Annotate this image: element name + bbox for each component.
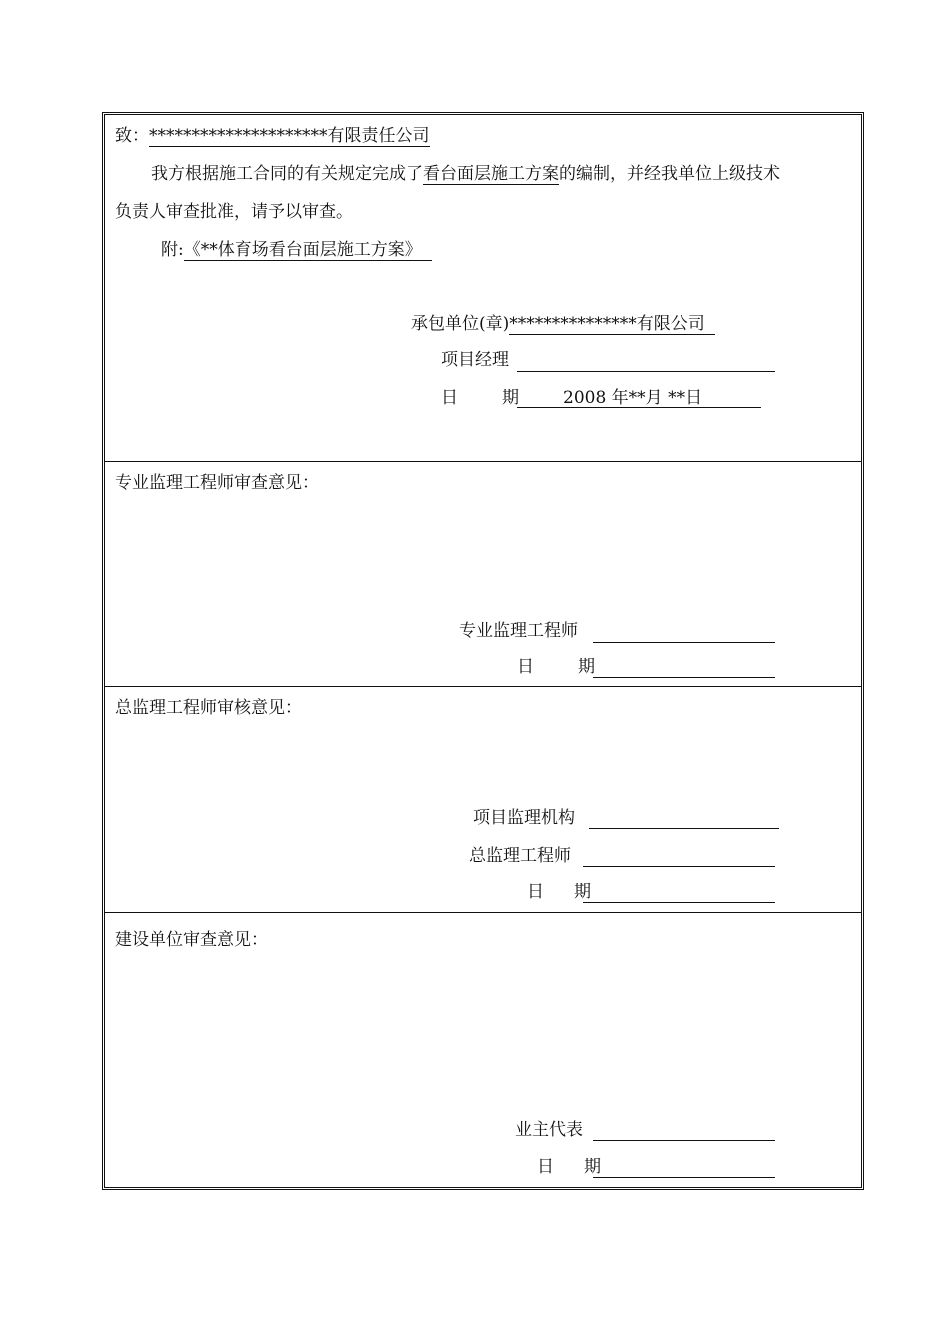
manager-signature-line[interactable] — [517, 371, 775, 372]
body-text-c: 负责人审查批准，请予以审查。 — [115, 202, 353, 222]
approval-form — [102, 112, 864, 1190]
addressee-company: *********************有限责任公司 — [149, 126, 430, 146]
owner-representative-label: 业主代表 — [515, 1120, 583, 1140]
attachment-line — [161, 239, 432, 261]
chief-engineer-signature-line[interactable] — [583, 866, 775, 867]
submission-date-line — [517, 407, 761, 408]
owner-review-section — [105, 913, 861, 1187]
submission-date-label: 日 期 — [441, 388, 519, 408]
contractor-name: ***************有限公司 — [509, 314, 715, 335]
specialist-review-heading: 专业监理工程师审查意见： — [115, 473, 319, 493]
supervision-org-label: 项目监理机构 — [473, 808, 575, 828]
contractor-label: 承包单位(章) — [411, 314, 510, 334]
manager-label: 项目经理 — [441, 350, 509, 370]
attachment-title: 《**体育场看台面层施工方案》 — [184, 240, 432, 261]
specialist-review-section — [105, 462, 861, 686]
plan-name: 看台面层施工方案 — [423, 164, 559, 184]
body-line-2 — [115, 201, 353, 223]
owner-representative-signature-line[interactable] — [593, 1140, 775, 1141]
chief-engineer-label: 总监理工程师 — [469, 846, 571, 866]
contractor-line — [411, 313, 715, 335]
supervision-org-signature-line[interactable] — [589, 828, 779, 829]
specialist-date-label: 日 期 — [517, 657, 595, 677]
owner-date-line[interactable] — [593, 1177, 775, 1178]
attachment-label: 附: — [161, 240, 184, 260]
specialist-date-line[interactable] — [593, 677, 775, 678]
chief-review-heading: 总监理工程师审核意见： — [115, 698, 302, 718]
specialist-engineer-signature-line[interactable] — [593, 642, 775, 643]
chief-date-label: 日 期 — [527, 882, 591, 902]
body-text-a: 我方根据施工合同的有关规定完成了 — [151, 164, 423, 184]
specialist-engineer-label: 专业监理工程师 — [459, 621, 578, 641]
body-text-b: 的编制，并经我单位上级技术 — [559, 164, 780, 184]
owner-date-label: 日 期 — [537, 1157, 601, 1177]
chief-review-section — [105, 687, 861, 912]
owner-review-heading: 建设单位审查意见： — [115, 930, 268, 950]
addressee-line — [115, 125, 430, 147]
chief-date-line[interactable] — [583, 902, 775, 903]
submission-date-value: 2008 年**月 **日 — [563, 388, 703, 408]
body-line-1 — [151, 163, 780, 185]
to-label: 致： — [115, 126, 149, 146]
submission-section — [105, 115, 861, 461]
